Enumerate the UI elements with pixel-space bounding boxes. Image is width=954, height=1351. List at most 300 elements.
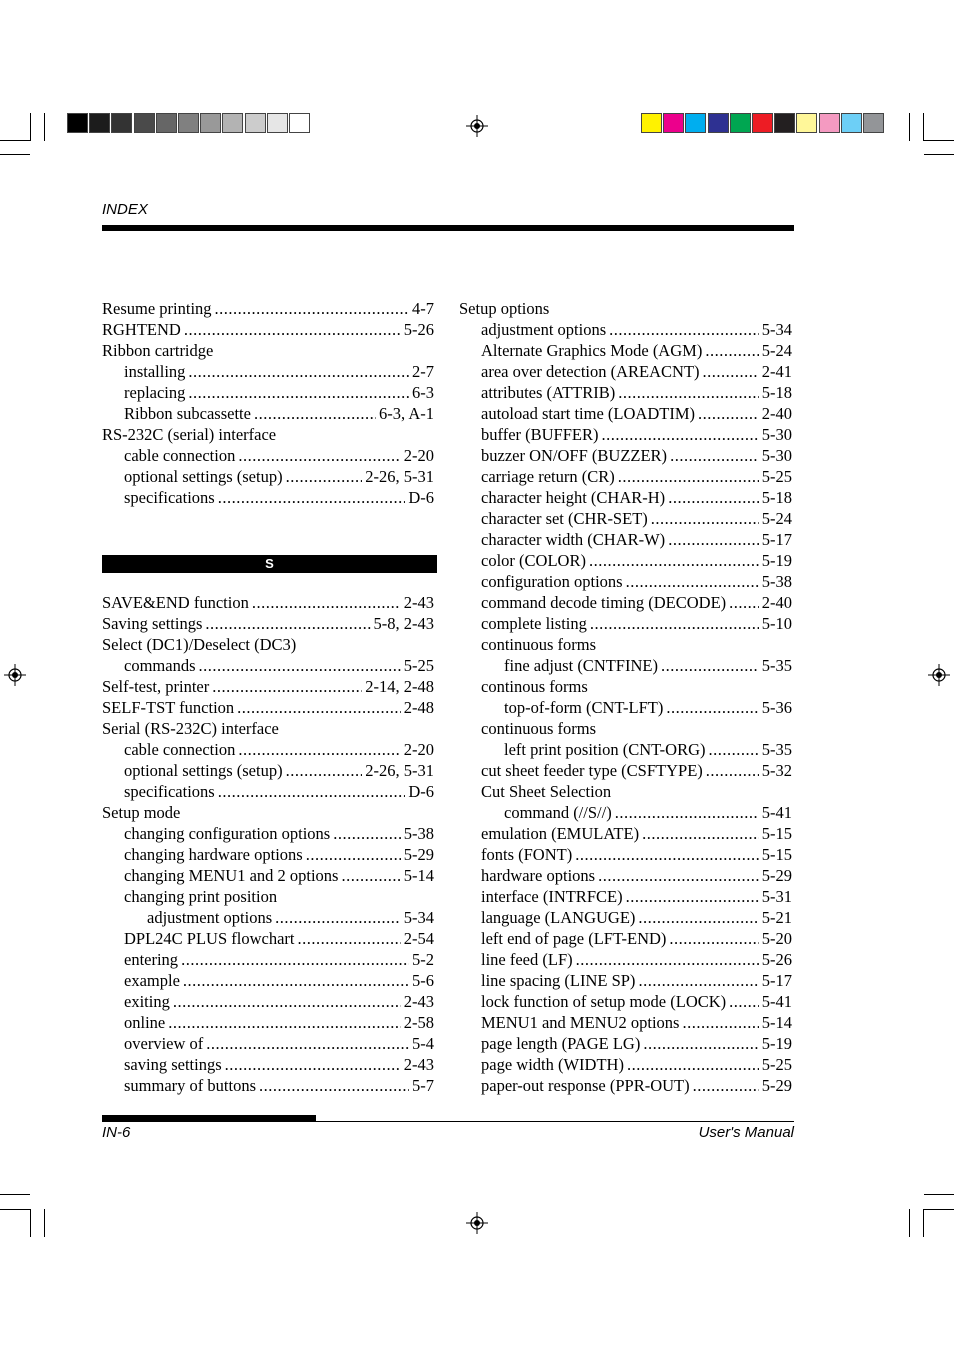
index-entry-page: 5-7	[412, 1076, 434, 1095]
color-swatch	[111, 113, 132, 133]
index-entry-page: 5-19	[761, 551, 792, 570]
index-entry-term: color (COLOR)	[481, 551, 586, 570]
index-entry-page: 5-32	[761, 761, 792, 780]
index-entry	[459, 445, 792, 466]
color-swatch	[267, 113, 288, 133]
leader-dots	[184, 319, 401, 340]
leader-dots	[609, 319, 759, 340]
index-entry-term: RS-232C (serial) interface	[102, 425, 277, 444]
index-entry-page: 2-40	[761, 404, 792, 423]
color-swatch	[819, 113, 840, 133]
footer-rule	[102, 1121, 794, 1122]
index-entry	[459, 907, 792, 928]
leader-dots	[218, 487, 406, 508]
index-entry-term: saving settings	[124, 1055, 222, 1074]
index-entry-term: overview of	[124, 1034, 204, 1053]
header-rule	[102, 225, 794, 231]
index-entry	[459, 865, 792, 886]
index-entry	[459, 361, 792, 382]
index-entry	[102, 718, 434, 739]
index-entry-page: 5-6	[412, 971, 434, 990]
index-entry	[459, 844, 792, 865]
index-entry	[459, 592, 792, 613]
leader-dots	[651, 508, 759, 529]
index-entry-page: 5-2	[412, 950, 434, 969]
index-entry-term: entering	[124, 950, 179, 969]
leader-dots	[225, 1054, 401, 1075]
index-entry	[102, 928, 434, 949]
index-entry-term: commands	[124, 656, 196, 675]
index-entry-page: 2-54	[403, 929, 434, 948]
leader-dots	[333, 823, 401, 844]
index-entry-page: 5-24	[761, 341, 792, 360]
index-entry-page: 5-41	[761, 992, 792, 1011]
leader-dots	[576, 949, 759, 970]
index-entry	[102, 907, 434, 928]
leader-dots	[668, 487, 759, 508]
leader-dots	[638, 970, 758, 991]
index-left-column-s	[102, 592, 434, 1096]
leader-dots	[729, 592, 759, 613]
leader-dots	[666, 697, 758, 718]
index-entry-term: online	[124, 1013, 166, 1032]
color-swatch	[863, 113, 884, 133]
index-entry-page: 5-29	[403, 845, 434, 864]
color-swatch	[796, 113, 817, 133]
index-entry	[102, 613, 434, 634]
index-entry-term: command (//S//)	[504, 803, 612, 822]
index-entry-page: 5-38	[761, 572, 792, 591]
color-swatch	[200, 113, 221, 133]
index-entry	[459, 298, 792, 319]
index-entry-page: 5-35	[761, 656, 792, 675]
index-entry-page: 2-40	[761, 593, 792, 612]
index-entry	[459, 1075, 792, 1096]
index-entry-page: 2-41	[761, 362, 792, 381]
index-entry-term: Resume printing	[102, 299, 212, 318]
index-entry-term: carriage return (CR)	[481, 467, 615, 486]
index-entry-term: changing configuration options	[124, 824, 331, 843]
index-entry-page: 5-17	[761, 530, 792, 549]
index-entry	[102, 781, 434, 802]
index-entry	[102, 949, 434, 970]
index-entry	[459, 718, 792, 739]
index-entry-term: specifications	[124, 488, 215, 507]
index-entry-term: Cut Sheet Selection	[481, 782, 612, 801]
index-entry-page: 2-26, 5-31	[365, 467, 434, 486]
index-entry	[102, 844, 434, 865]
index-entry	[102, 655, 434, 676]
index-entry-page: 5-26	[403, 320, 434, 339]
index-entry-page: 5-41	[761, 803, 792, 822]
index-entry-term: paper-out response (PPR-OUT)	[481, 1076, 690, 1095]
leader-dots	[705, 340, 758, 361]
leader-dots	[669, 928, 758, 949]
index-entry	[102, 1033, 434, 1054]
leader-dots	[698, 403, 759, 424]
index-entry-term: replacing	[124, 383, 186, 402]
index-entry	[459, 697, 792, 718]
index-entry-page: 2-26, 5-31	[365, 761, 434, 780]
index-entry	[102, 361, 434, 382]
index-entry-page: 5-25	[761, 1055, 792, 1074]
index-entry-term: page length (PAGE LG)	[481, 1034, 641, 1053]
leader-dots	[199, 655, 401, 676]
color-swatch	[730, 113, 751, 133]
index-entry	[102, 802, 434, 823]
index-entry-page: 5-21	[761, 908, 792, 927]
index-entry-term: configuration options	[481, 572, 623, 591]
index-entry-page: D-6	[408, 782, 434, 801]
manual-title: User's Manual	[698, 1124, 794, 1141]
index-entry-page: 5-34	[403, 908, 434, 927]
index-entry-page: 5-18	[761, 383, 792, 402]
index-entry-page: 5-29	[761, 866, 792, 885]
index-entry	[102, 403, 434, 424]
registration-mark-icon	[928, 664, 950, 686]
index-entry	[459, 802, 792, 823]
leader-dots	[575, 844, 759, 865]
index-entry-page: 5-35	[761, 740, 792, 759]
leader-dots	[601, 424, 758, 445]
index-entry	[459, 970, 792, 991]
index-entry-term: example	[124, 971, 180, 990]
leader-dots	[238, 445, 400, 466]
index-entry	[102, 634, 434, 655]
index-entry-term: Setup mode	[102, 803, 181, 822]
leader-dots	[252, 592, 401, 613]
index-entry-page: 5-36	[761, 698, 792, 717]
index-entry	[459, 550, 792, 571]
leader-dots	[181, 949, 409, 970]
index-entry-page: 5-10	[761, 614, 792, 633]
page-number: IN-6	[102, 1124, 131, 1141]
index-entry	[459, 466, 792, 487]
index-entry-term: Alternate Graphics Mode (AGM)	[481, 341, 703, 360]
index-entry	[102, 340, 434, 361]
leader-dots	[598, 865, 759, 886]
index-entry-page: 4-7	[412, 299, 434, 318]
leader-dots	[168, 1012, 401, 1033]
index-entry-term: adjustment options	[147, 908, 273, 927]
index-entry	[459, 424, 792, 445]
index-entry-term: line feed (LF)	[481, 950, 573, 969]
index-entry-page: 5-25	[403, 656, 434, 675]
index-entry-page: 5-15	[761, 845, 792, 864]
index-entry-term: cut sheet feeder type (CSFTYPE)	[481, 761, 703, 780]
index-entry-term: complete listing	[481, 614, 587, 633]
index-entry	[102, 592, 434, 613]
index-entry-page: 2-48	[403, 698, 434, 717]
index-entry-term: exiting	[124, 992, 170, 1011]
index-entry-term: top-of-form (CNT-LFT)	[504, 698, 664, 717]
leader-dots	[703, 361, 759, 382]
color-swatch	[641, 113, 662, 133]
index-entry-term: hardware options	[481, 866, 596, 885]
color-swatch	[245, 113, 266, 133]
index-entry-term: Ribbon cartridge	[102, 341, 214, 360]
index-entry-page: 5-26	[761, 950, 792, 969]
index-entry	[102, 970, 434, 991]
leader-dots	[618, 466, 759, 487]
index-entry	[459, 487, 792, 508]
color-swatch	[67, 113, 88, 133]
index-entry-page: 5-8, 2-43	[373, 614, 434, 633]
index-entry	[102, 1075, 434, 1096]
index-entry-term: command decode timing (DECODE)	[481, 593, 727, 612]
index-entry-term: fine adjust (CNTFINE)	[504, 656, 658, 675]
index-entry-page: 6-3	[412, 383, 434, 402]
index-entry	[459, 949, 792, 970]
leader-dots	[206, 1033, 409, 1054]
leader-dots	[237, 697, 401, 718]
index-entry-term: DPL24C PLUS flowchart	[124, 929, 295, 948]
color-swatch	[774, 113, 795, 133]
index-entry-page: 2-20	[403, 446, 434, 465]
color-swatch	[222, 113, 243, 133]
index-entry-term: Ribbon subcassette	[124, 404, 251, 423]
index-entry-term: lock function of setup mode (LOCK)	[481, 992, 727, 1011]
index-entry	[102, 1012, 434, 1033]
index-entry	[102, 319, 434, 340]
leader-dots	[638, 907, 758, 928]
index-entry-term: continous forms	[481, 677, 588, 696]
index-entry-page: 2-14, 2-48	[365, 677, 434, 696]
index-entry	[102, 298, 434, 319]
index-entry-term: cable connection	[124, 446, 236, 465]
leader-dots	[661, 655, 759, 676]
leader-dots	[212, 676, 362, 697]
index-entry-page: 5-29	[761, 1076, 792, 1095]
index-entry-page: 5-20	[761, 929, 792, 948]
color-swatch	[289, 113, 310, 133]
index-entry-page: 5-19	[761, 1034, 792, 1053]
index-entry	[459, 319, 792, 340]
index-entry-term: summary of buttons	[124, 1076, 256, 1095]
leader-dots	[626, 571, 759, 592]
section-heading-s: S	[102, 555, 437, 573]
index-entry-term: adjustment options	[481, 320, 607, 339]
color-swatch	[841, 113, 862, 133]
index-entry-page: 5-30	[761, 446, 792, 465]
index-entry-term: fonts (FONT)	[481, 845, 573, 864]
leader-dots	[706, 760, 759, 781]
index-entry	[459, 823, 792, 844]
index-entry-term: language (LANGUGE)	[481, 908, 636, 927]
leader-dots	[590, 613, 759, 634]
index-entry	[102, 676, 434, 697]
index-entry-page: 5-34	[761, 320, 792, 339]
leader-dots	[215, 298, 409, 319]
leader-dots	[173, 991, 401, 1012]
index-entry	[102, 697, 434, 718]
leader-dots	[729, 991, 759, 1012]
index-entry-page: 2-43	[403, 593, 434, 612]
color-swatch	[156, 113, 177, 133]
leader-dots	[254, 403, 376, 424]
color-swatch	[178, 113, 199, 133]
index-entry-term: RGHTEND	[102, 320, 181, 339]
index-entry-page: 2-7	[412, 362, 434, 381]
color-swatch	[89, 113, 110, 133]
index-entry	[102, 487, 434, 508]
index-right-column	[459, 298, 792, 1096]
index-entry-term: character width (CHAR-W)	[481, 530, 666, 549]
index-entry	[102, 739, 434, 760]
running-header: INDEX	[102, 201, 148, 218]
color-swatch	[685, 113, 706, 133]
index-entry-term: specifications	[124, 782, 215, 801]
index-entry-term: emulation (EMULATE)	[481, 824, 640, 843]
leader-dots	[238, 739, 400, 760]
index-entry-page: 6-3, A-1	[379, 404, 434, 423]
registration-mark-icon	[466, 1212, 488, 1234]
leader-dots	[618, 382, 758, 403]
registration-mark-icon	[466, 115, 488, 137]
leader-dots	[682, 1012, 758, 1033]
leader-dots	[306, 844, 401, 865]
index-entry-term: cable connection	[124, 740, 236, 759]
index-entry-page: 2-43	[403, 992, 434, 1011]
leader-dots	[626, 886, 759, 907]
index-entry-term: MENU1 and MENU2 options	[481, 1013, 680, 1032]
leader-dots	[286, 466, 363, 487]
index-entry-term: character set (CHR-SET)	[481, 509, 648, 528]
index-entry	[102, 760, 434, 781]
index-entry-page: 5-4	[412, 1034, 434, 1053]
index-entry-term: left print position (CNT-ORG)	[504, 740, 706, 759]
index-entry	[459, 760, 792, 781]
index-entry-term: interface (INTRFCE)	[481, 887, 623, 906]
index-entry-term: line spacing (LINE SP)	[481, 971, 636, 990]
index-entry	[102, 424, 434, 445]
index-entry-page: 2-43	[403, 1055, 434, 1074]
index-entry-term: Saving settings	[102, 614, 203, 633]
index-entry-term: installing	[124, 362, 186, 381]
index-entry	[459, 1012, 792, 1033]
index-entry-page: 5-15	[761, 824, 792, 843]
index-entry	[459, 382, 792, 403]
index-entry-term: character height (CHAR-H)	[481, 488, 666, 507]
index-entry	[459, 529, 792, 550]
index-entry-term: Select (DC1)/Deselect (DC3)	[102, 635, 297, 654]
index-entry-term: attributes (ATTRIB)	[481, 383, 616, 402]
leader-dots	[709, 739, 759, 760]
index-entry	[459, 781, 792, 802]
index-entry	[102, 1054, 434, 1075]
index-entry-page: 5-38	[403, 824, 434, 843]
index-entry-term: SELF-TST function	[102, 698, 235, 717]
index-entry-term: buzzer ON/OFF (BUZZER)	[481, 446, 668, 465]
index-entry-term: Serial (RS-232C) interface	[102, 719, 279, 738]
index-entry-page: 5-14	[761, 1013, 792, 1032]
leader-dots	[341, 865, 400, 886]
index-entry	[459, 676, 792, 697]
registration-mark-icon	[4, 664, 26, 686]
index-entry	[102, 886, 434, 907]
index-entry	[459, 991, 792, 1012]
index-entry-page: 5-17	[761, 971, 792, 990]
index-entry-term: autoload start time (LOADTIM)	[481, 404, 695, 423]
leader-dots	[205, 613, 370, 634]
index-entry	[459, 1033, 792, 1054]
leader-dots	[668, 529, 759, 550]
index-entry-term: changing hardware options	[124, 845, 303, 864]
index-entry-page: 5-25	[761, 467, 792, 486]
color-swatch	[752, 113, 773, 133]
index-entry	[459, 571, 792, 592]
index-entry	[102, 991, 434, 1012]
index-entry-term: buffer (BUFFER)	[481, 425, 599, 444]
leader-dots	[670, 445, 759, 466]
index-entry-term: changing MENU1 and 2 options	[124, 866, 339, 885]
index-entry-term: optional settings (setup)	[124, 467, 283, 486]
index-entry-page: 2-20	[403, 740, 434, 759]
leader-dots	[286, 760, 363, 781]
index-entry-page: 5-31	[761, 887, 792, 906]
index-entry	[102, 466, 434, 487]
index-entry	[459, 928, 792, 949]
index-entry	[459, 613, 792, 634]
index-entry	[459, 340, 792, 361]
index-entry-term: left end of page (LFT-END)	[481, 929, 667, 948]
leader-dots	[298, 928, 401, 949]
index-entry-page: 2-58	[403, 1013, 434, 1032]
index-entry-term: Self-test, printer	[102, 677, 210, 696]
index-entry-term: area over detection (AREACNT)	[481, 362, 700, 381]
index-entry-page: 5-30	[761, 425, 792, 444]
index-entry	[102, 823, 434, 844]
leader-dots	[693, 1075, 759, 1096]
index-entry-page: 5-18	[761, 488, 792, 507]
leader-dots	[589, 550, 759, 571]
index-entry-term: continuous forms	[481, 719, 597, 738]
index-entry	[102, 445, 434, 466]
leader-dots	[259, 1075, 409, 1096]
index-entry	[459, 403, 792, 424]
index-entry-term: changing print position	[124, 887, 278, 906]
index-entry	[102, 865, 434, 886]
leader-dots	[643, 1033, 758, 1054]
index-entry	[102, 382, 434, 403]
index-entry-page: D-6	[408, 488, 434, 507]
color-swatch	[134, 113, 155, 133]
index-entry-term: optional settings (setup)	[124, 761, 283, 780]
leader-dots	[218, 781, 406, 802]
index-entry-page: 5-14	[403, 866, 434, 885]
index-entry-term: continuous forms	[481, 635, 597, 654]
index-entry-page: 5-24	[761, 509, 792, 528]
index-entry-term: page width (WIDTH)	[481, 1055, 624, 1074]
leader-dots	[627, 1054, 759, 1075]
leader-dots	[615, 802, 759, 823]
leader-dots	[642, 823, 759, 844]
index-entry	[459, 739, 792, 760]
index-entry	[459, 655, 792, 676]
leader-dots	[275, 907, 401, 928]
index-entry	[459, 1054, 792, 1075]
index-left-column-top	[102, 298, 434, 508]
leader-dots	[188, 361, 409, 382]
index-entry	[459, 508, 792, 529]
color-swatch	[663, 113, 684, 133]
index-entry-term: SAVE&END function	[102, 593, 249, 612]
index-entry	[459, 886, 792, 907]
index-entry	[459, 634, 792, 655]
index-entry-term: Setup options	[459, 299, 550, 318]
leader-dots	[188, 382, 409, 403]
color-swatch	[708, 113, 729, 133]
